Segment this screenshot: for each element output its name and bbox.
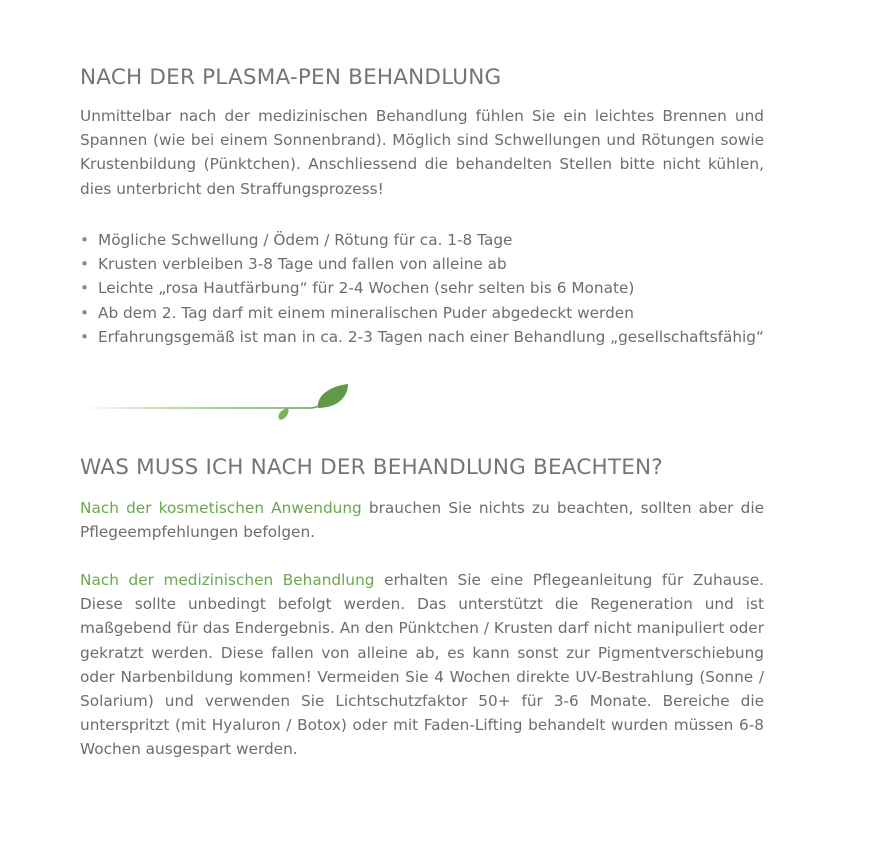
medical-text: erhalten Sie eine Pflegeanleitung für Zuhause. Diese sollte unbedingt befolgt werden. Das unterstützt die Regeneration und ist maßgebend für das Endergebnis. An den Pünktchen / Krusten darf nicht manipuliert oder gekratzt werden. Diese fallen von alleine ab, es kann sonst zur Pigmentverschiebung oder Narbenbildung kommen! Vermeiden Sie 4 Wochen direkte UV-Bestrahlung (Sonne / Solarium) und verwenden Sie Lichtschutzfaktor 50+ für 3-6 Monate. Bereiche die unterspritzt (mit Hyaluron / Botox) oder mit Faden-Lifting behandelt wurden müssen 6-8 Wochen ausgespart werden. xyxy=(80,571,765,759)
medical-paragraph xyxy=(80,568,764,762)
list-item xyxy=(80,301,764,325)
list-item-text: Leichte „rosa Hautfärbung“ für 2-4 Wochen (sehr selten bis 6 Monate) xyxy=(98,279,635,298)
cosmetic-highlight: Nach der kosmetischen Anwendung xyxy=(80,499,362,517)
divider-stem xyxy=(80,404,322,408)
leaf-branch-divider-icon xyxy=(80,382,360,424)
section-heading-after-treatment: NACH DER PLASMA-PEN BEHANDLUNG xyxy=(80,65,502,90)
list-item xyxy=(80,276,764,300)
bullet-icon: • xyxy=(80,279,90,298)
bullet-icon: • xyxy=(80,327,90,346)
divider-large-leaf xyxy=(318,384,348,408)
section-heading-what-to-consider: WAS MUSS ICH NACH DER BEHANDLUNG BEACHTEN? xyxy=(80,455,663,480)
aftercare-bullet-list xyxy=(80,228,764,349)
bullet-icon: • xyxy=(80,303,90,322)
cosmetic-text: brauchen Sie nichts zu beachten, sollten aber die Pflegeempfehlungen befolgen. xyxy=(80,499,764,542)
list-item xyxy=(80,325,764,349)
list-item-text: Ab dem 2. Tag darf mit einem mineralischen Puder abgedeckt werden xyxy=(98,303,634,322)
divider-small-leaf xyxy=(278,408,288,420)
list-item xyxy=(80,228,764,252)
list-item xyxy=(80,252,764,276)
list-item-text: Krusten verbleiben 3-8 Tage und fallen von alleine ab xyxy=(98,255,507,274)
medical-highlight: Nach der medizinischen Behandlung xyxy=(80,571,375,589)
list-item-text: Erfahrungsgemäß ist man in ca. 2-3 Tagen nach einer Behandlung „gesellschaftsfähig“ xyxy=(98,327,764,346)
list-item-text: Mögliche Schwellung / Ödem / Rötung für ca. 1-8 Tage xyxy=(98,231,513,249)
bullet-icon: • xyxy=(80,255,90,274)
intro-paragraph: Unmittelbar nach der medizinischen Behandlung fühlen Sie ein leichtes Brennen und Spannen (wie bei einem Sonnenbrand). Möglich sind Schwellungen und Rötungen sowie Krustenbildung (Pünktchen). Anschliessend die behandelten Stellen bitte nicht kühlen, dies unterbricht den Straffungsprozess! xyxy=(80,107,764,198)
bullet-icon: • xyxy=(80,231,90,249)
cosmetic-paragraph xyxy=(80,496,764,544)
